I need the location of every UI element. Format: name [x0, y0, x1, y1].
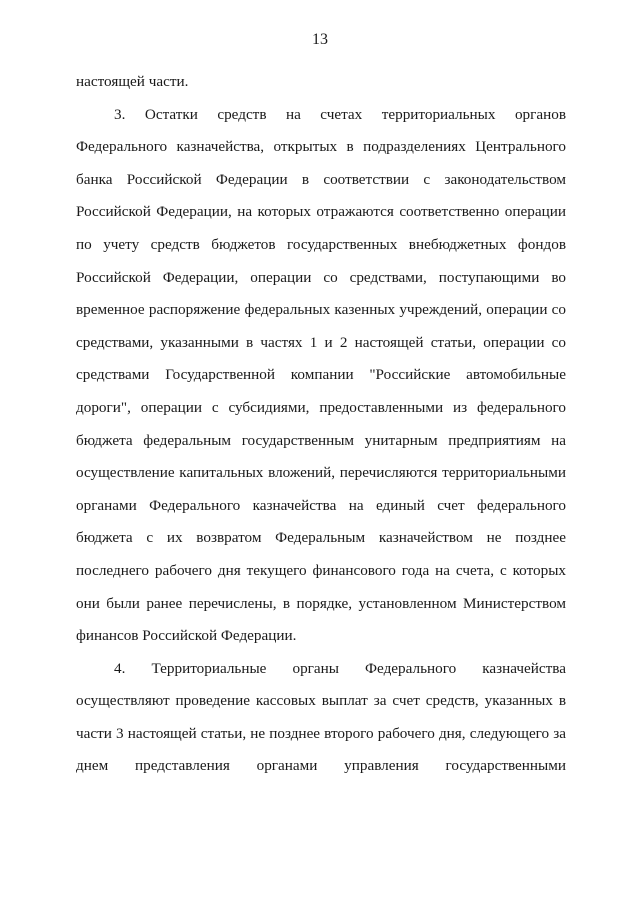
text-line: днем представления органами управления государственными — [76, 757, 566, 775]
text-line: 4. Территориальные органы Федерального казначейства — [114, 659, 566, 677]
text-line: Российской Федерации, операции со средствами, поступающими во — [76, 268, 566, 286]
text-line: средствами, указанными в частях 1 и 2 настоящей статьи, операции со — [76, 333, 566, 351]
document-body — [76, 66, 566, 783]
page-number: 13 — [312, 31, 328, 48]
text-line: банка Российской Федерации в соответствии с законодательством — [76, 170, 566, 188]
text-line: последнего рабочего дня текущего финансового года на счета, с которых — [76, 561, 566, 579]
text-line: части 3 настоящей статьи, не позднее второго рабочего дня, следующего за — [76, 724, 566, 742]
text-line: настоящей части. — [76, 73, 189, 90]
text-line: осуществляют проведение кассовых выплат за счет средств, указанных в — [76, 692, 566, 710]
text-line: финансов Российской Федерации. — [76, 627, 297, 645]
text-line: 3. Остатки средств на счетах территориальных органов — [114, 105, 566, 123]
text-line: осуществление капитальных вложений, перечисляются территориальными — [76, 464, 566, 482]
text-line: по учету средств бюджетов государственных внебюджетных фондов — [76, 235, 566, 253]
text-line: бюджета с их возвратом Федеральным казначейством не позднее — [76, 529, 566, 547]
text-line: Федерального казначейства, открытых в подразделениях Центрального — [76, 138, 566, 156]
text-line: бюджета федеральным государственным унитарным предприятиям на — [76, 431, 566, 449]
text-line: дороги", операции с субсидиями, предоставленными из федерального — [76, 398, 566, 416]
text-line: они были ранее перечислены, в порядке, установленном Министерством — [76, 594, 566, 612]
text-line: временное распоряжение федеральных казенных учреждений, операции со — [76, 301, 566, 319]
text-line: органами Федерального казначейства на единый счет федерального — [76, 496, 566, 514]
text-line: средствами Государственной компании "Российские автомобильные — [76, 366, 566, 384]
text-line: Российской Федерации, на которых отражаются соответственно операции — [76, 203, 566, 221]
